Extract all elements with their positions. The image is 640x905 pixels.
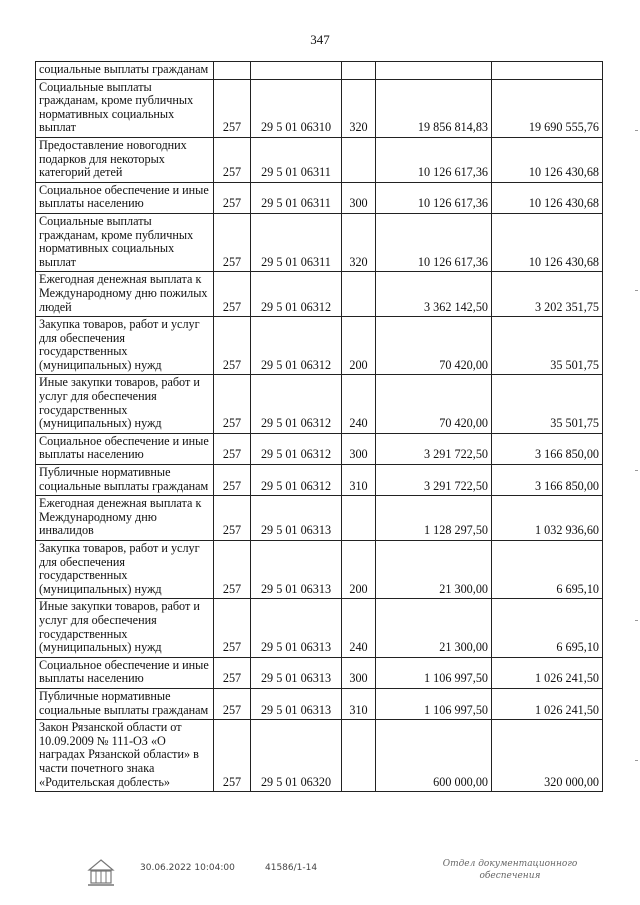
- row-vr: 320: [342, 79, 376, 137]
- table-row: [36, 375, 603, 433]
- margin-mark: [635, 620, 638, 621]
- table-row: [36, 272, 603, 317]
- row-code: 257: [214, 137, 251, 182]
- row-sum-2: [492, 62, 603, 80]
- row-code: 257: [214, 375, 251, 433]
- table-row: [36, 79, 603, 137]
- row-vr: 240: [342, 375, 376, 433]
- row-sum-2: 6 695,10: [492, 599, 603, 657]
- row-sum-2: 3 166 850,00: [492, 433, 603, 464]
- table-row: [36, 496, 603, 541]
- row-vr: 300: [342, 433, 376, 464]
- row-vr: [342, 62, 376, 80]
- row-vr: [342, 272, 376, 317]
- row-vr: 300: [342, 657, 376, 688]
- row-vr: [342, 496, 376, 541]
- row-csr: 29 5 01 06312: [251, 465, 342, 496]
- row-name: социальные выплаты гражданам: [36, 62, 214, 80]
- table-row: [36, 137, 603, 182]
- row-vr: 200: [342, 541, 376, 599]
- row-name: Публичные нормативные социальные выплаты гражданам: [36, 688, 214, 719]
- row-name: Ежегодная денежная выплата к Международному дню пожилых людей: [36, 272, 214, 317]
- row-code: 257: [214, 720, 251, 792]
- row-name: Социальное обеспечение и иные выплаты населению: [36, 433, 214, 464]
- row-name: Ежегодная денежная выплата к Международному дню инвалидов: [36, 496, 214, 541]
- table-row: [36, 688, 603, 719]
- row-code: 257: [214, 213, 251, 271]
- row-sum-1: 1 128 297,50: [376, 496, 492, 541]
- row-code: 257: [214, 79, 251, 137]
- row-csr: 29 5 01 06310: [251, 79, 342, 137]
- row-name: Социальное обеспечение и иные выплаты населению: [36, 182, 214, 213]
- budget-table: [35, 61, 603, 792]
- row-vr: 240: [342, 599, 376, 657]
- row-name: Социальные выплаты гражданам, кроме публичных нормативных социальных выплат: [36, 79, 214, 137]
- table-row: [36, 657, 603, 688]
- row-sum-2: 35 501,75: [492, 317, 603, 375]
- row-csr: 29 5 01 06311: [251, 182, 342, 213]
- row-sum-1: 10 126 617,36: [376, 182, 492, 213]
- footer-doc-id: 41586/1-14: [265, 863, 318, 873]
- margin-mark: [635, 130, 638, 131]
- row-sum-2: 1 026 241,50: [492, 688, 603, 719]
- row-name: Социальное обеспечение и иные выплаты населению: [36, 657, 214, 688]
- row-sum-1: 3 291 722,50: [376, 465, 492, 496]
- table-row: [36, 720, 603, 792]
- row-name: Публичные нормативные социальные выплаты гражданам: [36, 465, 214, 496]
- row-sum-1: 1 106 997,50: [376, 657, 492, 688]
- row-sum-1: 70 420,00: [376, 317, 492, 375]
- row-sum-1: 21 300,00: [376, 599, 492, 657]
- row-csr: 29 5 01 06313: [251, 496, 342, 541]
- row-vr: 310: [342, 688, 376, 719]
- row-vr: 300: [342, 182, 376, 213]
- row-code: 257: [214, 317, 251, 375]
- row-sum-1: 1 106 997,50: [376, 688, 492, 719]
- row-code: 257: [214, 496, 251, 541]
- row-sum-1: 10 126 617,36: [376, 137, 492, 182]
- row-csr: 29 5 01 06311: [251, 213, 342, 271]
- table-row: [36, 213, 603, 271]
- row-name: Закупка товаров, работ и услуг для обеспечения государственных (муниципальных) нужд: [36, 317, 214, 375]
- margin-mark: [635, 470, 638, 471]
- row-csr: 29 5 01 06312: [251, 272, 342, 317]
- table-row: [36, 599, 603, 657]
- table-row: [36, 317, 603, 375]
- row-sum-2: 1 026 241,50: [492, 657, 603, 688]
- row-csr: 29 5 01 06313: [251, 541, 342, 599]
- row-name: Социальные выплаты гражданам, кроме публичных нормативных социальных выплат: [36, 213, 214, 271]
- row-sum-2: 10 126 430,68: [492, 213, 603, 271]
- row-vr: 320: [342, 213, 376, 271]
- row-name: Предоставление новогодних подарков для некоторых категорий детей: [36, 137, 214, 182]
- row-name: Закупка товаров, работ и услуг для обеспечения государственных (муниципальных) нужд: [36, 541, 214, 599]
- row-name: Иные закупки товаров, работ и услуг для обеспечения государственных (муниципальных) нужд: [36, 599, 214, 657]
- row-code: 257: [214, 465, 251, 496]
- row-sum-1: 3 362 142,50: [376, 272, 492, 317]
- row-sum-1: 19 856 814,83: [376, 79, 492, 137]
- organization-logo-icon: [86, 858, 116, 888]
- row-sum-2: 320 000,00: [492, 720, 603, 792]
- table-row: [36, 182, 603, 213]
- row-name: Закон Рязанской области от 10.09.2009 № 111-ОЗ «О наградах Рязанской области» в части почетного знака «Родительская доблесть»: [36, 720, 214, 792]
- row-code: 257: [214, 433, 251, 464]
- row-sum-2: 3 166 850,00: [492, 465, 603, 496]
- row-sum-1: 70 420,00: [376, 375, 492, 433]
- page-number: 347: [310, 32, 330, 47]
- row-sum-1: 10 126 617,36: [376, 213, 492, 271]
- table-row: [36, 62, 603, 80]
- margin-mark: [635, 760, 638, 761]
- row-csr: [251, 62, 342, 80]
- row-sum-2: 19 690 555,76: [492, 79, 603, 137]
- row-sum-2: 10 126 430,68: [492, 137, 603, 182]
- row-code: 257: [214, 657, 251, 688]
- row-code: 257: [214, 541, 251, 599]
- table-row: [36, 433, 603, 464]
- row-code: [214, 62, 251, 80]
- row-csr: 29 5 01 06311: [251, 137, 342, 182]
- budget-table-body: [36, 62, 603, 792]
- row-vr: 200: [342, 317, 376, 375]
- row-csr: 29 5 01 06312: [251, 375, 342, 433]
- row-sum-2: 10 126 430,68: [492, 182, 603, 213]
- row-csr: 29 5 01 06312: [251, 433, 342, 464]
- row-vr: 310: [342, 465, 376, 496]
- page-footer: [0, 858, 640, 898]
- row-code: 257: [214, 688, 251, 719]
- row-csr: 29 5 01 06313: [251, 688, 342, 719]
- row-sum-1: [376, 62, 492, 80]
- footer-department-stamp: Отдел документационного обеспечения: [442, 859, 578, 881]
- row-vr: [342, 720, 376, 792]
- row-code: 257: [214, 272, 251, 317]
- row-csr: 29 5 01 06313: [251, 657, 342, 688]
- row-code: 257: [214, 599, 251, 657]
- row-csr: 29 5 01 06320: [251, 720, 342, 792]
- row-code: 257: [214, 182, 251, 213]
- row-sum-2: 6 695,10: [492, 541, 603, 599]
- row-csr: 29 5 01 06312: [251, 317, 342, 375]
- row-sum-2: 35 501,75: [492, 375, 603, 433]
- footer-date: 30.06.2022 10:04:00: [140, 863, 235, 873]
- row-vr: [342, 137, 376, 182]
- table-row: [36, 465, 603, 496]
- table-row: [36, 541, 603, 599]
- row-sum-1: 21 300,00: [376, 541, 492, 599]
- row-sum-2: 1 032 936,60: [492, 496, 603, 541]
- margin-mark: [635, 290, 638, 291]
- row-csr: 29 5 01 06313: [251, 599, 342, 657]
- row-sum-1: 600 000,00: [376, 720, 492, 792]
- row-sum-2: 3 202 351,75: [492, 272, 603, 317]
- row-sum-1: 3 291 722,50: [376, 433, 492, 464]
- row-name: Иные закупки товаров, работ и услуг для обеспечения государственных (муниципальных) нужд: [36, 375, 214, 433]
